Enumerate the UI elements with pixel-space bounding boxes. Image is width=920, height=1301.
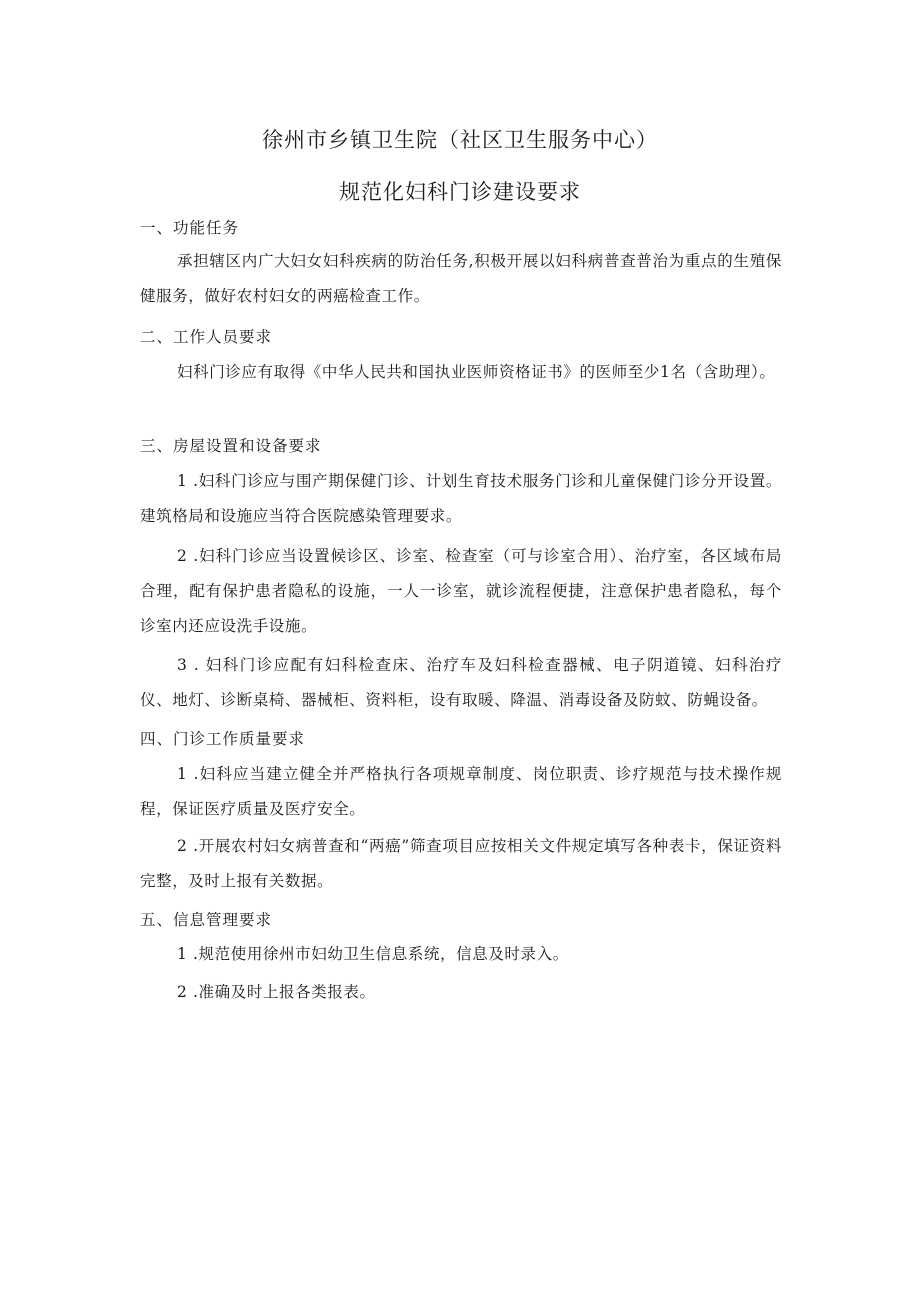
- section-paragraph: 妇科门诊应有取得《中华人民共和国执业医师资格证书》的医师至少1名（含助理）。: [177, 363, 776, 381]
- section-paragraph: 2 .开展农村妇女病普查和“两癌”筛查项目应按相关文件规定填写各种表卡，保证资料完整，及时上报有关数据。: [140, 837, 782, 890]
- document-title-line1: 徐州市乡镇卫生院（社区卫生服务中心）: [262, 128, 658, 152]
- section-paragraph: 1 .妇科门诊应与围产期保健门诊、计划生育技术服务门诊和儿童保健门诊分开设置。建筑格局和设施应当符合医院感染管理要求。: [140, 472, 782, 525]
- section-heading-function: 一、功能任务: [140, 219, 240, 237]
- section-paragraph: 1 .妇科应当建立健全并严格执行各项规章制度、岗位职责、诊疗规范与技术操作规程，保证医疗质量及医疗安全。: [140, 765, 782, 818]
- section-paragraph: 1 .规范使用徐州市妇幼卫生信息系统，信息及时录入。: [177, 945, 569, 963]
- section-heading-staff: 二、工作人员要求: [140, 328, 273, 346]
- document-title-line2: 规范化妇科门诊建设要求: [339, 180, 581, 204]
- section-heading-facilities: 三、房屋设置和设备要求: [140, 437, 322, 455]
- section-paragraph: 2 .准确及时上报各类报表。: [177, 983, 376, 1001]
- section-heading-quality: 四、门诊工作质量要求: [140, 730, 306, 748]
- section-paragraph: 2 .妇科门诊应当设置候诊区、诊室、检查室（可与诊室合用）、治疗室，各区域布局合理，配有保护患者隐私的设施，一人一诊室，就诊流程便捷，注意保护患者隐私，每个诊室内还应设洗手设施。: [140, 547, 782, 635]
- section-paragraph: 承担辖区内广大妇女妇科疾病的防治任务,积极开展以妇科病普查普治为重点的生殖保健服务，做好农村妇女的两癌检查工作。: [140, 252, 782, 305]
- section-heading-information: 五、信息管理要求: [140, 911, 273, 929]
- section-paragraph: 3 . 妇科门诊应配有妇科检查床、治疗车及妇科检查器械、电子阴道镜、妇科治疗仪、地灯、诊断桌椅、器械柜、资料柜，设有取暖、降温、消毒设备及防蚊、防蝇设备。: [140, 656, 782, 709]
